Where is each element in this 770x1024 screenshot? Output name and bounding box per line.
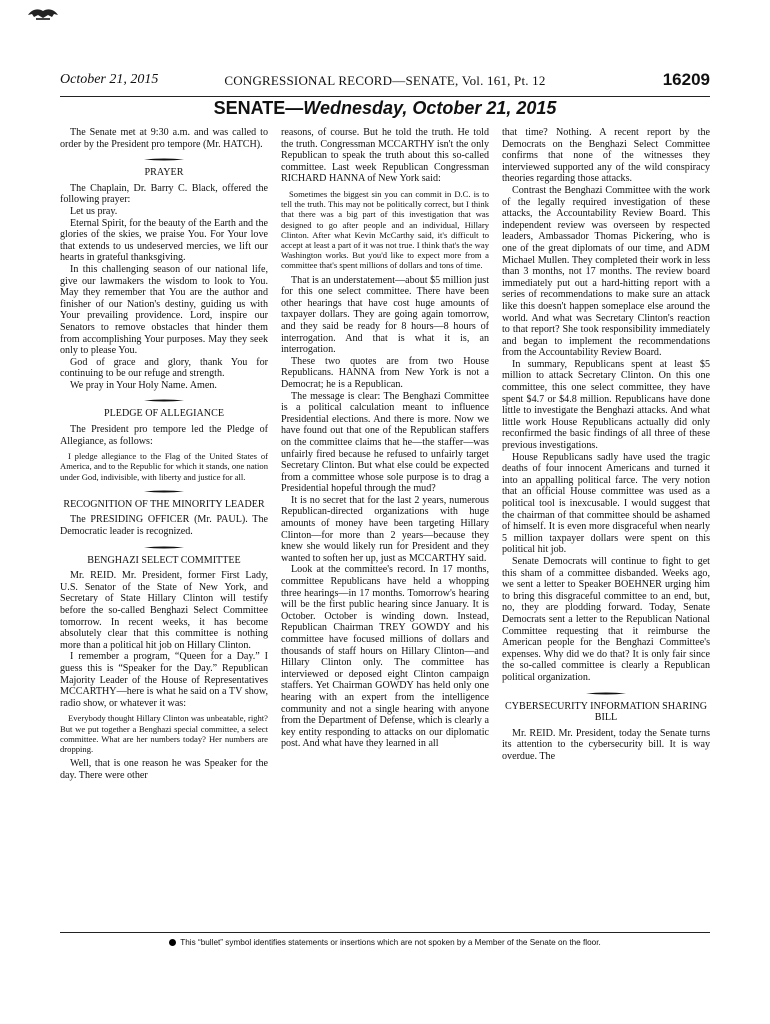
- paragraph: The Senate met at 9:30 a.m. and was called to order by the President pro tempore (Mr. HATCH).: [60, 127, 268, 150]
- gpo-seal-icon: [26, 6, 60, 22]
- paragraph: I remember a program, “Queen for a Day.” I guess this is “Speaker for the Day.” Republican Majority Leader of the House of Representatives MCCARTHY—here is what he said on a TV show, radio show, or whatever it was:: [60, 651, 268, 709]
- paragraph: The message is clear: The Benghazi Committee is a political calculation meant to influence Presidential elections. And there is more. Now we have found out that one of the Republican staffers on the committee claims that he—the staffer—was unfairly fired because he refused to unfairly target Secretary Clinton. But what else could be expected from a committee whose sole purpose is to drag a Presidential hopeful through the mud?: [281, 390, 489, 495]
- column-2: [281, 127, 489, 923]
- section-heading-recognition: RECOGNITION OF THE MINORITY LEADER: [63, 498, 265, 510]
- header-date: October 21, 2015: [60, 72, 159, 87]
- quote-block: Everybody thought Hillary Clinton was unbeatable, right? But we put together a Benghazi special committee, a select committee. What are her numbers today? Her numbers are dropping.: [60, 713, 268, 754]
- paragraph: That is an understatement—about $5 million just for this one select committee. There have been other hearings that have cost huge amounts of taxpayer dollars. They are going again tomorrow, and they said be ready for 8 hours—8 hours of interrogation. And that is what it is, an interrogation.: [281, 274, 489, 356]
- paragraph: The Chaplain, Dr. Barry C. Black, offered the following prayer:: [60, 182, 268, 206]
- section-divider: [586, 692, 626, 695]
- quote-block: Sometimes the biggest sin you can commit in D.C. is to tell the truth. This may not be politically correct, but I think that there was a big part of this investigation that was designed to go after people and an individual, Hillary Clinton. After what Kevin McCarthy said, it's difficult to accept at least a part of it was not true. I think that's the way Washington works. But you'd like to expect more from a committee that's spent millions of dollars and tons of time.: [281, 188, 489, 271]
- section-divider: [144, 490, 184, 493]
- paragraph: reasons, of course. But he told the truth. He told the truth. Congressman MCCARTHY isn't the only Republican to speak the truth about this so-called committee. Last week Republican Congressman RICHARD HANNA of New York said:: [281, 127, 489, 185]
- paragraph: Eternal Spirit, for the beauty of the Earth and the glories of the skies, we praise You. For Your love that extends to us undeserved mercies, we lift our hearts in grateful thanksgiving.: [60, 217, 268, 264]
- quote-block: I pledge allegiance to the Flag of the United States of America, and to the Republic for which it stands, one nation under God, indivisible, with liberty and justice for all.: [60, 451, 268, 482]
- body-columns: [60, 127, 710, 923]
- page-header: [60, 72, 710, 97]
- senate-title-date: Wednesday, October 21, 2015: [303, 98, 557, 118]
- paragraph: In this challenging season of our national life, give our lawmakers the wisdom to look to You. May they remember that You are the author and finisher of our Nation's destiny, guiding us with Your prevailing providence. Lord, inspire our Senators to remove obstacles that hinder them from accomplishing Your purposes. May they seek only to please You.: [60, 263, 268, 357]
- paragraph: Mr. REID. Mr. President, former First Lady, U.S. Senator of the State of New York, and Secretary of State Hillary Clinton will testify before the so-called Benghazi Select Committee tomorrow. In recent weeks, it has become absolutely clear that this committee is nothing more than a political hit job on Hillary Clinton.: [60, 570, 268, 651]
- section-heading-cybersecurity: CYBERSECURITY INFORMATION SHARING BILL: [504, 700, 708, 724]
- senate-title: [0, 98, 770, 119]
- paragraph: God of grace and glory, thank You for continuing to be our refuge and strength.: [60, 356, 268, 380]
- page-number: 16209: [662, 70, 710, 89]
- senate-title-main: SENATE—: [213, 98, 304, 118]
- section-divider: [144, 158, 184, 161]
- paragraph: The President pro tempore led the Pledge of Allegiance, as follows:: [60, 424, 268, 447]
- column-3: [502, 127, 710, 923]
- section-heading-benghazi: BENGHAZI SELECT COMMITTEE: [87, 554, 241, 566]
- column-1: [60, 127, 268, 923]
- section-divider: [144, 399, 184, 402]
- bullet-icon: [169, 939, 176, 946]
- paragraph: We pray in Your Holy Name. Amen.: [70, 379, 217, 391]
- paragraph: Look at the committee's record. In 17 months, committee Republicans have held a whopping three hearings—in 17 months. Tomorrow's hearing will be the first public hearing since January. It is October. October is winding down. Instead, Republican Chairman TREY GOWDY and his committee have focused millions of dollars and thousands of staff hours on Hillary Clinton—and Hillary Clinton only. The committee has interviewed or deposed eight Clinton campaign staffers. Yet Chairman GOWDY has held only one hearing with an expert from the intelligence community and not a single hearing with anyone from the Department of Defense, which is clearly a key entity responding to attacks on our diplomatic post. And what have they learned in all: [281, 564, 489, 750]
- paragraph: Well, that is one reason he was Speaker for the day. There were other: [60, 758, 268, 781]
- footnote-text: This “bullet” symbol identifies statements or insertions which are not spoken by a Member of the Senate on the floor.: [180, 938, 601, 947]
- paragraph: The PRESIDING OFFICER (Mr. PAUL). The Democratic leader is recognized.: [60, 514, 268, 538]
- footer-rule: [60, 932, 710, 933]
- footnote: [0, 938, 770, 947]
- paragraph: In summary, Republicans spent at least $5 million to attack Secretary Clinton. On this one committee, this one select committee, they have spent $4.7 or $4.8 million. Republicans have done little to investigate the Benghazi attacks. And what little work House Republicans actually did only reconfirmed the basic findings of all three of these previous investigations.: [502, 358, 710, 452]
- paragraph: Senate Democrats will continue to fight to get this sham of a committee disbanded. Weeks ago, we sent a letter to Speaker BOEHNER urging him to bring this disgraceful committee to an end, but, no, they are plodding forward. Today, Senate Democrats sent a letter to the Republican National Committee requesting that it reimburse the American people for the Benghazi Committee's expenses. Why did we do that? It is only fair since the so-called committee is clearly a Republican political organization.: [502, 555, 710, 683]
- section-heading-prayer: PRAYER: [144, 167, 184, 179]
- paragraph: House Republicans sadly have used the tragic deaths of four innocent Americans and turned it into an appalling political farce. The very notion that an official House committee was used as a political tool is inexcusable. I would suggest that the chairman of that committee should be ashamed of himself. It is even more disgraceful when nearly 5 million taxpayer dollars were spent on this political hit job.: [502, 451, 710, 556]
- section-divider: [144, 546, 184, 549]
- paragraph: These two quotes are from two House Republicans. HANNA from New York is not a Democrat; he is a Republican.: [281, 355, 489, 390]
- paragraph: that time? Nothing. A recent report by the Democrats on the Benghazi Select Committee confirms that none of the witnesses they interviewed supported any of the wild conspiracy theories regarding those attacks.: [502, 127, 710, 185]
- paragraph: Mr. REID. Mr. President, today the Senate turns its attention to the cybersecurity bill. It is way overdue. The: [502, 727, 710, 762]
- paragraph: It is no secret that for the last 2 years, numerous Republican-directed organizations with huge amounts of money have been targeting Hillary Clinton—for more than 2 years—because they knew she would likely run for President and they wanted to soften her up, just as MCCARTHY said.: [281, 494, 489, 564]
- paragraph: Let us pray.: [70, 205, 118, 217]
- header-title: CONGRESSIONAL RECORD—SENATE, Vol. 161, Pt. 12: [224, 73, 546, 88]
- paragraph: Contrast the Benghazi Committee with the work of the legally required investigation of these attacks, the Accountability Review Board. This independent review was overseen by respected leaders, Ambassador Thomas Pickering, who is one of the great diplomats of our time, and ADM Michael Mullen. They completed their work in less than 3 months, not 17 months. The review board immediately put out a hard-hitting report with a series of recommendations to make sure an attack like this doesn't happen someplace else around the world. And what was Secretary Clinton's reaction to that report? She took responsibility immediately and began to implement the recommendations from the Accountability Review Board.: [502, 184, 710, 359]
- section-heading-pledge: PLEDGE OF ALLEGIANCE: [104, 408, 224, 420]
